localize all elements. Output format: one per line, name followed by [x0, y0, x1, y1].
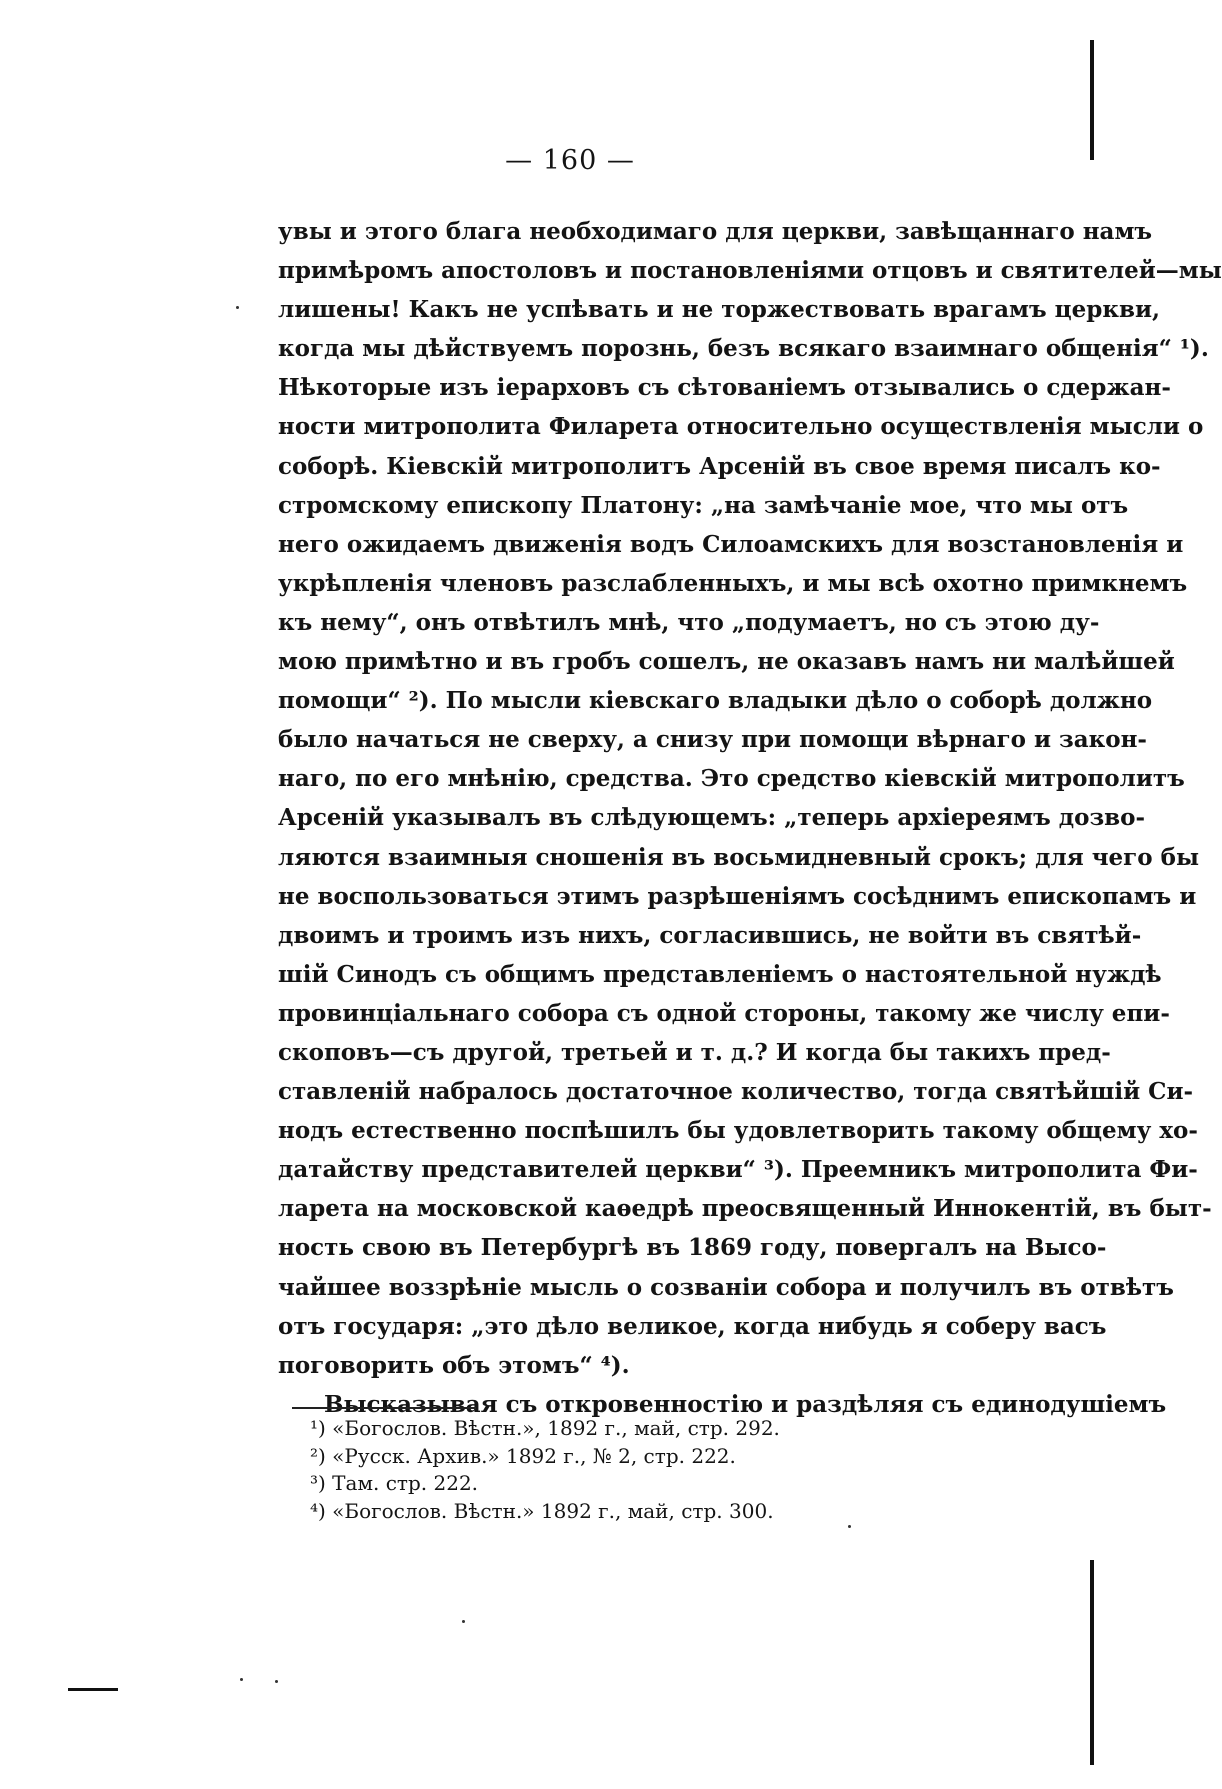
- text-line: стромскому епископу Платону: „на замѣчаніе мое, что мы отъ: [278, 491, 1129, 519]
- footnote-separator: [292, 1407, 476, 1409]
- text-line: скоповъ—съ другой, третьей и т. д.? И когда бы такихъ пред-: [278, 1038, 1111, 1066]
- page-number: — 160 —: [505, 145, 635, 176]
- text-line: датайству представителей церкви“ ³). Преемникъ митрополита Фи-: [278, 1156, 1198, 1184]
- text-line: примѣромъ апостоловъ и постановленіями отцовъ и святителей—мы: [278, 257, 1222, 285]
- text-line: отъ государя: „это дѣло великое, когда нибудь я соберу васъ: [278, 1312, 1107, 1340]
- text-line: увы и этого блага необходимаго для церкви, завѣщаннаго намъ: [278, 218, 1153, 245]
- text-line: мою примѣтно и въ гробъ сошелъ, не оказавъ намъ ни малѣйшей: [278, 648, 1175, 676]
- text-line: двоимъ и троимъ изъ нихъ, согласившись, не войти въ святѣй-: [278, 921, 1142, 949]
- text-line: него ожидаемъ движенія водъ Силоамскихъ для возстановленія и: [278, 530, 1184, 558]
- scan-edge-mark-top: [1090, 40, 1094, 160]
- text-line: Арсеній указывалъ въ слѣдующемъ: „теперь архіереямъ дозво-: [278, 804, 1146, 832]
- text-line: лишены! Какъ не успѣвать и не торжествовать врагамъ церкви,: [278, 296, 1161, 324]
- body-text: [278, 212, 1222, 1424]
- text-line: соборѣ. Кіевскій митрополитъ Арсеній въ свое время писалъ ко-: [278, 452, 1161, 480]
- text-line: укрѣпленія членовъ разслабленныхъ, и мы всѣ охотно примкнемъ: [278, 569, 1188, 597]
- text-line: было начаться не сверху, а снизу при помощи вѣрнаго и закон-: [278, 726, 1147, 754]
- text-line: провинціальнаго собора съ одной стороны, такому же числу епи-: [278, 999, 1170, 1027]
- footnote-2: ²) «Русск. Архив.» 1892 г., № 2, стр. 222.: [310, 1443, 736, 1468]
- text-line: наго, по его мнѣнію, средства. Это средство кіевскій митрополитъ: [278, 765, 1185, 793]
- scan-speck: [848, 1525, 851, 1528]
- scan-edge-mark-bottom: [1090, 1560, 1094, 1765]
- footnote-4: ⁴) «Богослов. Вѣстн.» 1892 г., май, стр. 300.: [310, 1498, 774, 1523]
- scan-speck: [240, 1678, 243, 1681]
- text-line: ларета на московской каѳедрѣ преосвященный Иннокентій, въ быт-: [278, 1195, 1212, 1223]
- text-line: ность свою въ Петербургѣ въ 1869 году, повергалъ на Высо-: [278, 1234, 1107, 1262]
- paragraph-end-line: поговорить объ этомъ“ ⁴).: [278, 1351, 630, 1379]
- text-line: когда мы дѣйствуемъ порознь, безъ всякаго взаимнаго общенія“ ¹).: [278, 335, 1209, 363]
- text-line: ляются взаимныя сношенія въ восьмидневный срокъ; для чего бы: [278, 843, 1200, 871]
- scan-speck: [275, 1680, 278, 1683]
- text-line: къ нему“, онъ отвѣтилъ мнѣ, что „подумаетъ, но съ этою ду-: [278, 608, 1100, 636]
- text-line: Нѣкоторые изъ іерарховъ съ сѣтованіемъ отзывались о сдержан-: [278, 374, 1171, 402]
- scan-speck: [462, 1620, 465, 1623]
- footnotes: [310, 1415, 1010, 1525]
- text-line: ности митрополита Филарета относительно осуществленія мысли о: [278, 413, 1204, 441]
- text-line: ставленій набралось достаточное количество, тогда святѣйшій Си-: [278, 1078, 1194, 1106]
- footnote-1: ¹) «Богослов. Вѣстн.», 1892 г., май, стр. 292.: [310, 1416, 780, 1440]
- scan-speck: [236, 306, 239, 309]
- text-line: чайшее воззрѣніе мысль о созваніи собора и получилъ въ отвѣтъ: [278, 1273, 1174, 1301]
- footnote-3: ³) Там. стр. 222.: [310, 1471, 479, 1495]
- text-line: не воспользоваться этимъ разрѣшеніямъ сосѣднимъ епископамъ и: [278, 882, 1197, 910]
- scan-edge-mark-left: [68, 1688, 118, 1691]
- text-line: шій Синодъ съ общимъ представленіемъ о настоятельной нуждѣ: [278, 960, 1162, 988]
- paragraph-start-line: Высказывая съ откровенностію и раздѣляя съ единодушіемъ: [324, 1390, 1167, 1418]
- text-line: нодъ естественно поспѣшилъ бы удовлетворить такому общему хо-: [278, 1117, 1198, 1145]
- text-line: помощи“ ²). По мысли кіевскаго владыки дѣло о соборѣ должно: [278, 687, 1153, 715]
